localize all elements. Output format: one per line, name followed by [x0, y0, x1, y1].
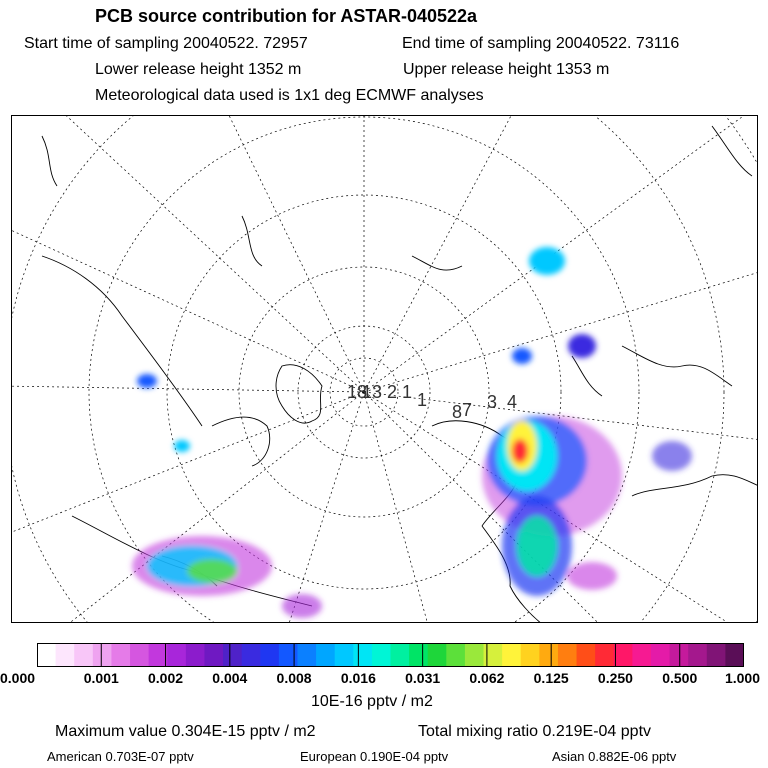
color-scale-swatch [279, 643, 298, 667]
upper-release-label: Upper release height 1353 m [403, 61, 610, 78]
color-scale-swatch [372, 643, 391, 667]
color-scale-tick-label: 0.001 [83, 670, 119, 686]
european-contribution-label: European 0.190E-04 pptv [300, 749, 449, 764]
color-scale-swatch [260, 643, 279, 667]
color-scale-swatch [558, 643, 577, 667]
color-scale-tick-label: 0.250 [597, 670, 633, 686]
color-scale-swatch [502, 643, 521, 667]
pole-label: 1 [417, 390, 428, 410]
meteo-data-label: Meteorological data used is 1x1 deg ECMWF analyses [95, 87, 484, 104]
color-scale-swatch [353, 643, 372, 667]
pole-label: 7 [462, 400, 473, 420]
color-scale-swatch [93, 643, 112, 667]
maximum-value-label: Maximum value 0.304E-15 pptv / m2 [55, 723, 316, 740]
polar-map [11, 115, 758, 623]
color-scale-swatch [297, 643, 316, 667]
color-scale-swatch [37, 643, 56, 667]
meridian-grid [12, 116, 758, 623]
color-scale-swatch [74, 643, 93, 667]
color-scale-swatch [391, 643, 410, 667]
color-scale-swatch [707, 643, 726, 667]
color-scale-swatch [167, 643, 186, 667]
map-canvas [12, 116, 758, 623]
color-scale-swatch [428, 643, 447, 667]
pole-label: 13 [362, 382, 383, 402]
color-scale-swatch [595, 643, 614, 667]
color-scale-tick-label: 0.000 [0, 670, 36, 686]
color-scale-tick-label: 0.031 [405, 670, 441, 686]
color-scale-swatch [688, 643, 707, 667]
color-scale-tick-label: 0.125 [533, 670, 569, 686]
latitude-grid [12, 116, 758, 623]
color-scale-swatch [111, 643, 130, 667]
color-scale-swatch [204, 643, 223, 667]
color-scale-swatch [56, 643, 75, 667]
color-scale-tick-label: 1.000 [724, 670, 760, 686]
color-scale-swatch [614, 643, 633, 667]
american-contribution-label: American 0.703E-07 pptv [47, 749, 194, 764]
pole-label: 18 [347, 382, 368, 402]
color-scale-swatch [149, 643, 168, 667]
pole-label: 3 [487, 392, 498, 412]
color-scale-swatch [242, 643, 261, 667]
color-scale-bar [37, 643, 744, 667]
color-scale-tick-label: 0.002 [148, 670, 184, 686]
color-scale-swatch [577, 643, 596, 667]
asian-contribution-label: Asian 0.882E-06 pptv [552, 749, 677, 764]
color-scale-swatch [484, 643, 503, 667]
map-title: PCB source contribution for ASTAR-040522a [95, 6, 478, 26]
color-scale-swatch [130, 643, 149, 667]
start-time-label: Start time of sampling 20040522. 72957 [24, 35, 308, 52]
color-scale-swatch [725, 643, 744, 667]
pole-labels [347, 382, 517, 422]
pole-label: 1 [402, 382, 413, 402]
color-scale-swatch [335, 643, 354, 667]
color-scale-swatch [632, 643, 651, 667]
lower-release-label: Lower release height 1352 m [95, 61, 302, 78]
pole-label: 2 [387, 382, 398, 402]
color-scale-swatch [521, 643, 540, 667]
color-scale-swatch [465, 643, 484, 667]
color-scale-swatch [651, 643, 670, 667]
concentration-plume [132, 247, 692, 618]
color-scale-tick-label: 0.062 [469, 670, 505, 686]
color-scale-tick-label: 0.500 [662, 670, 698, 686]
color-scale-tick-label: 0.004 [212, 670, 248, 686]
color-scale-swatch [539, 643, 558, 667]
color-scale-swatch [670, 643, 689, 667]
color-scale-tick-label: 0.008 [276, 670, 312, 686]
pole-label: 4 [507, 392, 518, 412]
total-mixing-ratio-label: Total mixing ratio 0.219E-04 pptv [418, 723, 652, 740]
color-scale-swatch [186, 643, 205, 667]
color-scale-swatch [446, 643, 465, 667]
color-scale-unit: 10E-16 pptv / m2 [311, 693, 433, 710]
color-scale-tick-label: 0.016 [340, 670, 376, 686]
pole-label: 8 [452, 402, 463, 422]
color-scale-swatch [223, 643, 242, 667]
color-scale-swatch [316, 643, 335, 667]
color-scale-swatch [409, 643, 428, 667]
end-time-label: End time of sampling 20040522. 73116 [402, 35, 680, 52]
